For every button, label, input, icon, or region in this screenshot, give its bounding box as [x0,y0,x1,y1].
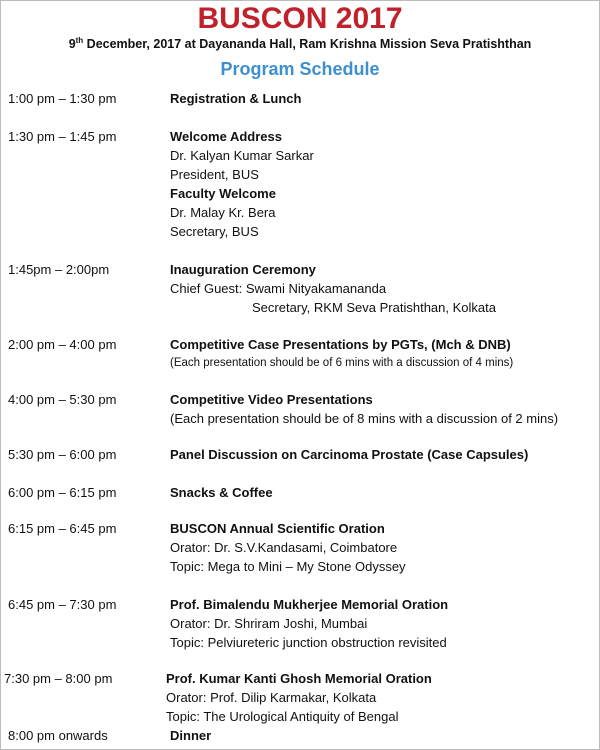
schedule-details [170,127,598,241]
schedule-details [170,595,598,652]
date-venue-text: December, 2017 at Dayananda Hall, Ram Krishna Mission Seva Pratishthan [83,37,532,51]
schedule-details [170,519,598,576]
session-detail: Orator: Prof. Dilip Karmakar, Kolkata [166,690,377,705]
session-detail: Orator: Dr. S.V.Kandasami, Coimbatore [170,540,398,555]
session-title: Competitive Video Presentations [170,392,373,407]
date-day: 9 [68,37,76,51]
schedule-details [170,260,598,317]
session-title: BUSCON Annual Scientific Oration [170,521,385,536]
session-title: Panel Discussion on Carcinoma Prostate (Case Capsules) [170,447,529,462]
session-detail: Topic: Pelviureteric junction obstruction revisited [170,635,447,650]
session-title: Snacks & Coffee [170,485,273,500]
session-detail: Orator: Dr. Shriram Joshi, Mumbai [170,616,368,631]
schedule-details [170,89,598,108]
session-title: Faculty Welcome [170,186,276,201]
schedule-time: 6:15 pm – 6:45 pm [8,521,117,536]
session-detail: Secretary, BUS [170,224,259,239]
session-detail: President, BUS [170,167,259,182]
schedule-time: 7:30 pm – 8:00 pm [4,671,113,686]
event-title: BUSCON 2017 [197,2,403,35]
session-detail: Topic: Mega to Mini – My Stone Odyssey [170,559,406,574]
session-title: Dinner [170,728,212,743]
schedule-details [170,726,598,745]
schedule-time: 8:00 pm onwards [8,728,108,743]
schedule-details [170,483,598,502]
schedule-time: 4:00 pm – 5:30 pm [8,392,117,407]
schedule-details [166,669,594,726]
schedule-details [170,445,598,464]
schedule-time: 1:45pm – 2:00pm [8,262,110,277]
session-title: Registration & Lunch [170,91,302,106]
session-detail: (Each presentation should be of 6 mins with a discussion of 4 mins) [170,357,514,369]
schedule-details [170,390,598,428]
schedule-details [170,335,598,372]
session-title: Prof. Kumar Kanti Ghosh Memorial Oration [166,671,432,686]
session-detail: Dr. Kalyan Kumar Sarkar [170,148,314,163]
session-title: Welcome Address [170,129,282,144]
session-detail: Chief Guest: Swami Nityakamananda [170,281,387,296]
schedule-time: 2:00 pm – 4:00 pm [8,337,117,352]
program-schedule-heading: Program Schedule [220,59,380,79]
schedule-time: 5:30 pm – 6:00 pm [8,447,117,462]
event-date-venue [0,36,600,52]
session-detail: (Each presentation should be of 8 mins with a discussion of 2 mins) [170,411,559,426]
schedule-time: 6:45 pm – 7:30 pm [8,597,117,612]
session-title: Prof. Bimalendu Mukherjee Memorial Oration [170,597,449,612]
session-title: Competitive Case Presentations by PGTs, (Mch & DNB) [170,337,511,352]
schedule-time: 1:30 pm – 1:45 pm [8,129,117,144]
schedule-time: 1:00 pm – 1:30 pm [8,91,117,106]
session-detail: Secretary, RKM Seva Pratishthan, Kolkata [252,300,496,315]
session-detail: Topic: The Urological Antiquity of Bengal [166,709,399,724]
session-title: Inauguration Ceremony [170,262,316,277]
session-detail: Dr. Malay Kr. Bera [170,205,276,220]
date-suffix: th [75,35,84,45]
schedule-time: 6:00 pm – 6:15 pm [8,485,117,500]
